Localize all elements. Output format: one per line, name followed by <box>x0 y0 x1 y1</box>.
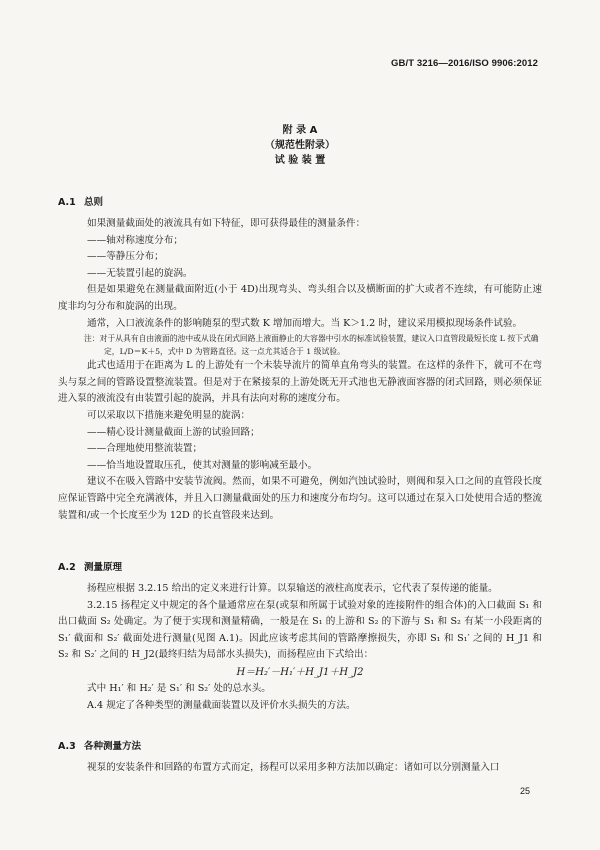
section-number: A.3 <box>58 741 76 752</box>
standard-code: GB/T 3216—2016/ISO 9906:2012 <box>391 58 538 69</box>
note: 注：对于从具有自由液面的池中或从设在闭式回路上液面静止的大容器中引水的标准试验装置，建议入口直管段最短长度 L 按下式确定，L/D＝K＋5，式中 D 为管路直径。这一点尤其适合于 1 级试验。 <box>84 334 539 357</box>
section-a2-body <box>58 581 542 714</box>
section-a1-heading <box>58 194 103 208</box>
section-title: 测量原理 <box>84 562 123 573</box>
head-formula: H＝H₂′－H₁′＋H_J1＋H_J2 <box>236 666 364 678</box>
paragraph: 式中 H₁′ 和 H₂′ 是 S₁′ 和 S₂′ 处的总水头。 <box>87 682 271 694</box>
paragraph: 建议不在吸入管路中安装节流阀。然而，如果不可避免，例如汽蚀试验时，则阀和泵入口之间的直管段长度应保证管路中完全充满液体，并且入口测量截面处的压力和速度分布均匀。这可以通过在泵入口处使用合适的整流装置和/或一个长度至少为 12D 的长直管段来达到。 <box>58 476 542 521</box>
section-a1-body <box>58 216 542 524</box>
appendix-label: 附 录 A <box>282 125 318 136</box>
paragraph: 如果测量截面处的液流具有如下特征，即可获得最佳的测量条件： <box>87 218 366 229</box>
appendix-heading <box>0 123 600 168</box>
list-item: ——精心设计测量截面上游的试验回路； <box>87 426 260 438</box>
section-number: A.2 <box>58 562 76 573</box>
paragraph: 但是如果避免在测量截面附近(小于 4D)出现弯头、弯头组合以及横断面的扩大或者不连续，有可能防止速度非均匀分布和旋涡的出现。 <box>58 284 542 312</box>
section-number: A.1 <box>58 197 76 208</box>
appendix-type: （规范性附录） <box>265 140 335 151</box>
section-title: 总则 <box>84 197 104 208</box>
paragraph: 可以采取以下措施来避免明显的旋涡： <box>87 409 251 421</box>
section-a2-heading <box>58 559 122 573</box>
page-number: 25 <box>519 786 530 796</box>
appendix-title: 试 验 装 置 <box>274 155 326 166</box>
paragraph: A.4 规定了各种类型的测量截面装置以及评价水头损失的方法。 <box>87 699 356 711</box>
list-item: ——轴对称速度分布； <box>87 234 183 246</box>
section-a3-heading <box>58 738 141 752</box>
paragraph: 3.2.15 扬程定义中规定的各个量通常应在泵(或泵和所属于试验对象的连接附件的组合体)的入口截面 S₁ 和出口截面 S₂ 处确定。为了便于实现和测量精确，一般是在 S₁ 的上游和 S₂ 的下游与 S₁ 和 S₂ 有某一小段距离的 S₁′ 截面和 S₂′ 截面处进行测量(见图 A.1)。因此应该考虑其间的管路摩擦损失，亦即 S₁ 和 S₁′ 之间的 H_J1 和 S₂ 和 S₂′ 之间的 H_J2(最终归结为局部水头损失)，而扬程应由下式给出： <box>58 599 542 661</box>
list-item: ——恰当地设置取压孔，使其对测量的影响减至最小。 <box>87 459 318 471</box>
list-item: ——无装置引起的旋涡。 <box>87 267 193 279</box>
paragraph: 此式也适用于在距离为 L 的上游处有一个未装导流片的简单直角弯头的装置。在这样的条件下，就可不在弯头与泵之间的管路设置整流装置。但是对于在紧接泵的上游处既无开式池也无静液面容器的闭式回路，则必须保证进入泵的液流没有由装置引起的旋涡，并具有法向对称的速度分布。 <box>58 360 542 405</box>
paragraph: 视泵的安装条件和回路的布置方式而定，扬程可以采用多种方法加以确定：诸如可以分别测量入口 <box>87 762 500 773</box>
section-title: 各种测量方法 <box>84 741 142 752</box>
list-item: ——合理地使用整流装置； <box>87 443 203 455</box>
list-item: ——等静压分布； <box>87 251 164 263</box>
paragraph: 扬程应根据 3.2.15 给出的定义来进行计算。以泵输送的液柱高度表示，它代表了泵传递的能量。 <box>87 583 498 594</box>
paragraph: 通常，入口液流条件的影响随泵的型式数 K 增加而增大。当 K＞1.2 时，建议采用模拟现场条件试验。 <box>87 317 523 329</box>
section-a3-body <box>58 760 542 777</box>
